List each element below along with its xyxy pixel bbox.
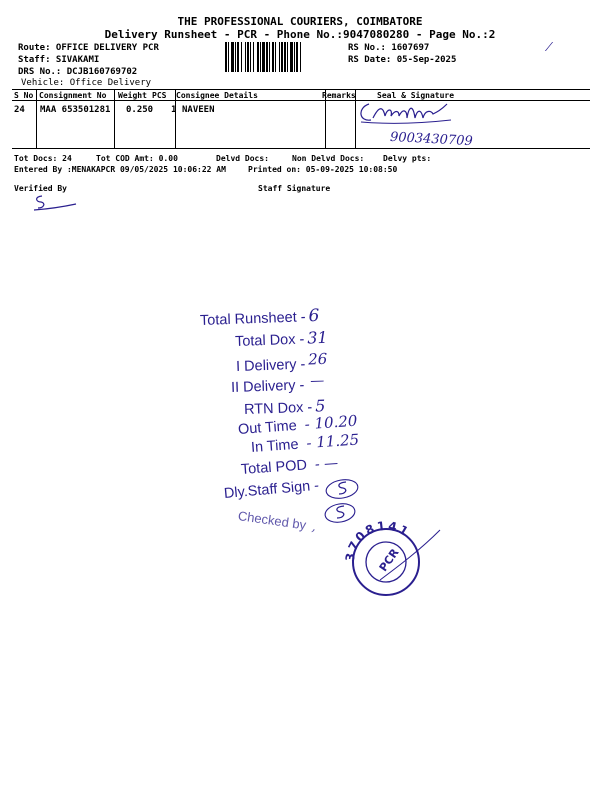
row-pcs: 1 [171,105,177,115]
pen-mark: ⁄ [548,40,551,54]
col-header-consignee: Consignee Details [176,91,258,100]
stamp-rtn-dox: RTN Dox - 5 [243,396,326,418]
stamp-checked-by: Checked by , [237,508,318,535]
col-header-sno: S No [14,91,34,100]
barcode-bar [290,42,293,72]
col-header-weight: Weight [118,91,147,100]
barcode-bar [272,42,274,72]
barcode-bar [237,42,239,72]
dly-staff-signature-mark [322,477,362,501]
barcode-graphic [225,42,345,72]
barcode-bar [257,42,259,72]
barcode-bar [253,42,254,72]
barcode-bar [225,42,227,72]
stamp-ii-delivery: II Delivery - — [230,372,325,396]
stamp-total-pod: Total POD - — [240,455,339,478]
row-sno: 24 [14,105,25,115]
barcode-bar [284,42,286,72]
route-label: Route: OFFICE DELIVERY PCR [18,43,159,53]
barcode-bar [296,42,298,72]
drs-number: DRS No.: DCJB160769702 [18,67,138,77]
staff-signature-label: Staff Signature [258,184,331,193]
staff-label: Staff: SIVAKAMI [18,55,100,65]
barcode-bar [250,42,251,72]
tot-cod-amt: Tot COD Amt: 0.00 [96,154,178,163]
svg-text:3708141: 3708141 [342,518,413,563]
barcode-bar [275,42,276,72]
barcode-bar [241,42,242,72]
barcode-bar [247,42,249,72]
row-consignee: NAVEEN [182,105,215,115]
vehicle-label: Vehicle: Office Delivery [21,78,152,88]
printed-on: Printed on: 05-09-2025 10:08:50 [248,165,398,174]
barcode-bar [228,42,229,72]
rs-date: RS Date: 05-Sep-2025 [348,55,457,65]
recipient-phone: 9003430709 [389,129,474,150]
barcode-bar [300,42,301,72]
col-header-seal: Seal & Signature [377,91,455,100]
non-delvd-docs: Non Delvd Docs: [292,154,365,163]
stamp-total-runsheet: Total Runsheet - 6 [199,305,320,329]
round-seal-stamp [340,510,450,600]
barcode-bar [279,42,280,72]
barcode-bar [294,42,295,72]
stamp-i-delivery: I Delivery - 26 [235,349,328,375]
delvd-docs: Delvd Docs: [216,154,269,163]
barcode-bar [287,42,288,72]
row-weight: 0.250 [126,105,154,115]
barcode-bar [266,42,268,72]
entered-by: Entered By :MENAKAPCR 09/05/2025 10:06:22 AM [14,165,226,174]
stamp-total-dox: Total Dox - 31 [234,327,328,350]
barcode-bar [281,42,283,72]
rs-number: RS No.: 1607697 [348,43,430,53]
recipient-signature [355,100,455,126]
col-header-remarks: Remarks [322,91,356,100]
verified-signature [30,193,80,213]
row-consignment: MAA 653501281 [40,105,111,115]
barcode-bar [269,42,270,72]
col-header-pcs: PCS [152,91,167,100]
verified-by-label: Verified By [14,184,67,193]
stamp-dly-staff-sign: Dly.Staff Sign - [223,477,320,502]
barcode-bar [235,42,236,72]
stamp-out-time: Out Time - 10.20 [237,411,358,438]
barcode-bar [260,42,261,72]
barcode-bar [245,42,246,72]
runsheet-subtitle: Delivery Runsheet - PCR - Phone No.:9047080280 - Page No.:2 [104,28,496,41]
stamp-in-time: In Time - 11.25 [250,430,360,456]
barcode-bar [231,42,234,72]
tot-docs: Tot Docs: 24 [14,154,72,163]
svg-text:PCR: PCR [376,546,402,574]
barcode-bar [262,42,265,72]
delvy-pts: Delvy pts: [383,154,432,163]
col-header-consignment: Consignment No [39,91,107,100]
company-title: THE PROFESSIONAL COURIERS, COIMBATORE [177,15,423,28]
